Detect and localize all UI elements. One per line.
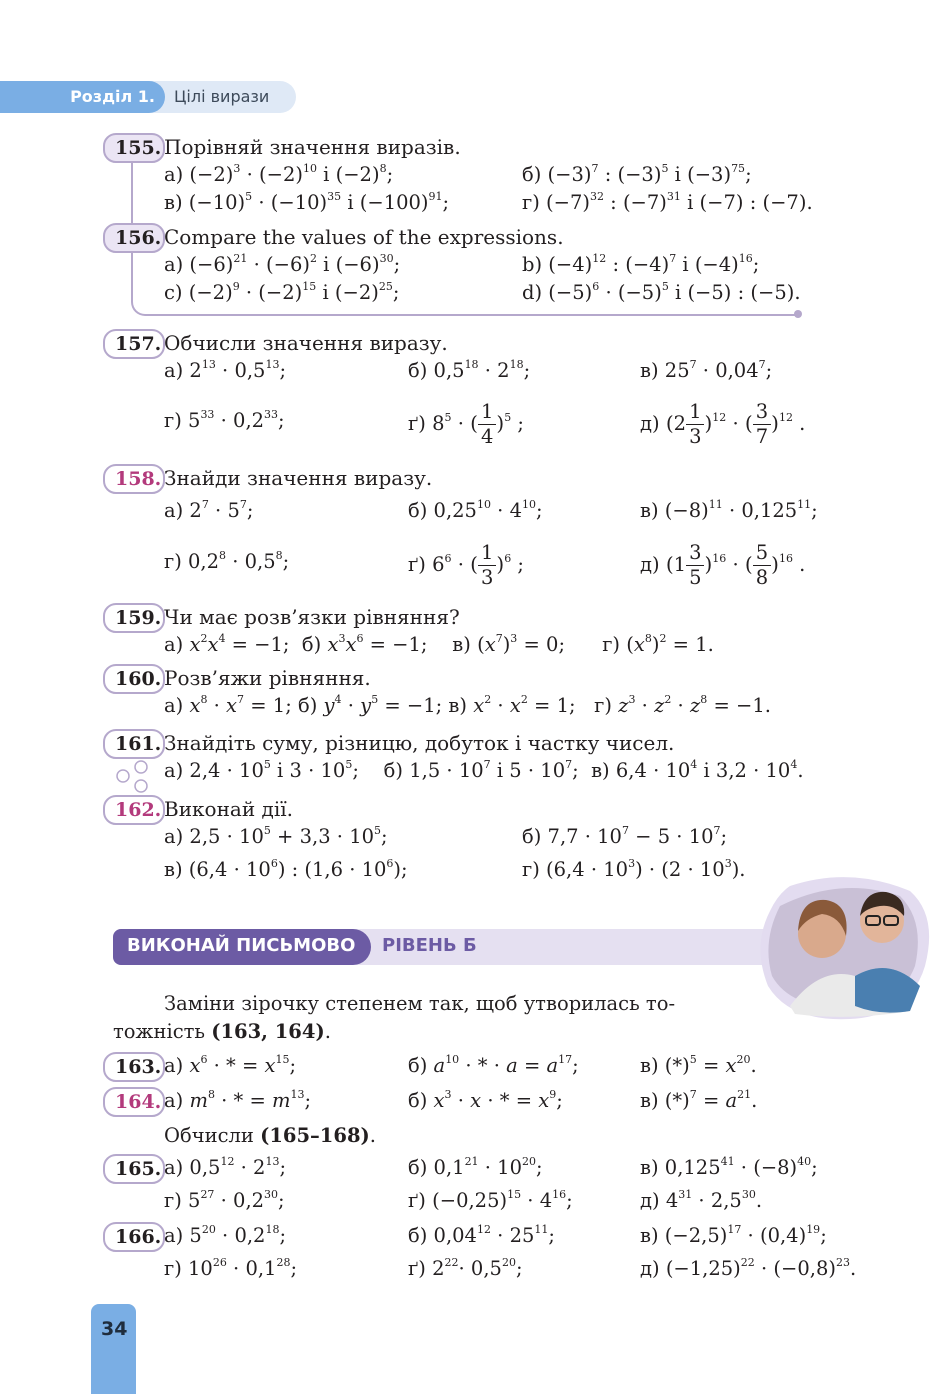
- calc-end: .: [369, 1124, 376, 1147]
- ex166-b: б) $0,04^{12} \cdot 25^{11}$;: [408, 1223, 555, 1247]
- ex163-a: а) $x^6$ · * = $x^{15}$;: [164, 1053, 297, 1077]
- exercise-title-161: Знайдіть суму, різницю, добуток і частку чисел.: [164, 731, 675, 755]
- exercise-number-163: 163.: [103, 1052, 165, 1082]
- exercise-title-160: Розв’яжи рівняння.: [164, 666, 371, 690]
- exercise-number-162: 162.: [103, 795, 165, 825]
- students-photo: [760, 876, 932, 1022]
- ex156-d: d) $(-5)^6 \cdot (-5)^5$ і (−5) : (−5).: [522, 280, 801, 304]
- ex165-d: г) $5^{27} \cdot 0,2^{30}$;: [164, 1188, 285, 1212]
- ex166-a: а) $5^{20} \cdot 0,2^{18}$;: [164, 1223, 287, 1247]
- ex163-b: б) $a^{10}$ · * · $a = a^{17}$;: [408, 1053, 579, 1077]
- ex162-d: г) $(6,4 \cdot 10^3) \cdot (2 \cdot 10^3)$.: [522, 857, 746, 881]
- ex166-d: г) $10^{26} \cdot 0,1^{28}$;: [164, 1256, 298, 1280]
- bracket-dot: [794, 310, 802, 318]
- ex160-items: а) $x^8 \cdot x^7 = 1$; б) $y^4 \cdot y^5 = -1$; в) $x^2 \cdot x^2 = 1$; г) $z^3 \cdot z^2 \cdot z^8 = -1$.: [164, 693, 771, 717]
- exercise-number-164: 164.: [103, 1087, 165, 1117]
- exercise-number-155: 155.: [103, 133, 165, 163]
- ex155-a: а) $(-2)^3 \cdot (-2)^{10}$ і $(-2)^8$;: [164, 162, 394, 186]
- ex156-c: c) $(-2)^9 \cdot (-2)^{15}$ і $(-2)^{25}$;: [164, 280, 400, 304]
- calc-instruction: [164, 1123, 376, 1149]
- ex165-e: ґ) $(-0,25)^{15} \cdot 4^{16}$;: [408, 1188, 573, 1212]
- ex158-d: г) $0,2^8 \cdot 0,5^8$;: [164, 549, 290, 573]
- ex165-f: д) $4^{31} \cdot 2,5^{30}$.: [640, 1188, 763, 1212]
- ex165-b: б) $0,1^{21} \cdot 10^{20}$;: [408, 1155, 543, 1179]
- level-label: РІВЕНЬ Б: [382, 935, 477, 956]
- exercise-number-165: 165.: [103, 1154, 165, 1184]
- ex162-a: а) $2,5 \cdot 10^5 + 3,3 \cdot 10^5$;: [164, 824, 388, 848]
- ex163-c: в) $(*)^5 = x^{20}$.: [640, 1053, 757, 1077]
- ex157-e: ґ) $8^5$ · ( $\frac{1}{4}$ )$^5$ ;: [408, 400, 524, 448]
- calc-text: Обчисли: [164, 1124, 261, 1147]
- exercise-number-166: 166.: [103, 1222, 165, 1252]
- exercise-title-157: Обчисли значення виразу.: [164, 331, 448, 355]
- ex165-c: в) $0,125^{41} \cdot (-8)^{40}$;: [640, 1155, 818, 1179]
- ex158-f: д) (1 $\frac{3}{5}$ )$^{16}$ · ( $\frac{5}{8}$ )$^{16}$ .: [640, 541, 806, 589]
- exercise-title-156: Compare the values of the expressions.: [164, 225, 564, 249]
- intro-line-1: Заміни зірочку степенем так, щоб утворилась то-: [164, 992, 676, 1015]
- page-number-tab: [91, 1304, 136, 1394]
- ex164-a: а) $m^8$ · * = $m^{13}$;: [164, 1088, 312, 1112]
- section-label-box: [0, 81, 165, 113]
- section-label: Розділ 1.: [70, 87, 155, 106]
- exercise-title-158: Знайди значення виразу.: [164, 466, 433, 490]
- ex157-f: д) (2 $\frac{1}{3}$ )$^{12}$ · ( $\frac{3}{7}$ )$^{12}$ .: [640, 400, 806, 448]
- ex155-c: в) $(-10)^5 \cdot (-10)^{35}$ і $(-100)^{91}$;: [164, 190, 450, 214]
- ex158-b: б) $0,25^{10} \cdot 4^{10}$;: [408, 498, 543, 522]
- exercise-title-159: Чи має розв’язки рівняння?: [164, 605, 460, 629]
- ex157-c: в) $25^7 \cdot 0,04^7$;: [640, 358, 773, 382]
- exercise-number-161: 161.: [103, 729, 165, 759]
- page-number: 34: [101, 1318, 128, 1340]
- intro-range: (163, 164): [211, 1020, 325, 1043]
- intro-text: тожність: [113, 1020, 212, 1043]
- ex161-items: а) $2,4 \cdot 10^5$ і $3 \cdot 10^5$; б) $1,5 \cdot 10^7$ і $5 \cdot 10^7$; в) $6,4 \cdot 10^4$ і $3,2 \cdot 10^4$.: [164, 758, 804, 782]
- ex166-c: в) $(-2,5)^{17} \cdot (0,4)^{19}$;: [640, 1223, 827, 1247]
- intro-line-2: [113, 1019, 331, 1045]
- exercise-number-160: 160.: [103, 664, 165, 694]
- ex157-b: б) $0,5^{18} \cdot 2^{18}$;: [408, 358, 531, 382]
- group-work-icon: [114, 758, 150, 794]
- ex156-b: b) $(-4)^{12}$ : $(-4)^7$ і $(-4)^{16}$;: [522, 252, 760, 276]
- ex155-b: б) $(-3)^7$ : $(-3)^5$ і $(-3)^{75}$;: [522, 162, 752, 186]
- exercise-title-155: Порівняй значення виразів.: [164, 135, 461, 159]
- exercise-number-157: 157.: [103, 329, 165, 359]
- exercise-number-158: 158.: [103, 464, 165, 494]
- ex157-a: а) $2^{13} \cdot 0,5^{13}$;: [164, 358, 287, 382]
- ex164-c: в) $(*)^7 = a^{21}$.: [640, 1088, 758, 1112]
- ex158-e: ґ) $6^6$ · ( $\frac{1}{3}$ )$^6$ ;: [408, 541, 524, 589]
- ex165-a: а) $0,5^{12} \cdot 2^{13}$;: [164, 1155, 287, 1179]
- section-title: Цілі вирази: [174, 87, 270, 106]
- intro-end: .: [324, 1020, 331, 1043]
- exercise-title-162: Виконай дії.: [164, 797, 293, 821]
- written-work-label: ВИКОНАЙ ПИСЬМОВО: [127, 935, 356, 956]
- ex155-d: г) $(-7)^{32}$ : $(-7)^{31}$ і (−7) : (−7).: [522, 190, 813, 214]
- ex164-b: б) $x^3 \cdot x$ · * = $x^9$;: [408, 1088, 563, 1112]
- ex158-a: а) $2^7 \cdot 5^7$;: [164, 498, 254, 522]
- ex166-e: ґ) $2^{22}\cdot 0,5^{20}$;: [408, 1256, 523, 1280]
- ex162-c: в) $(6,4 \cdot 10^6)$ : $(1,6 \cdot 10^6)$;: [164, 857, 408, 881]
- ex162-b: б) $7,7 \cdot 10^7 - 5 \cdot 10^7$;: [522, 824, 728, 848]
- exercise-number-159: 159.: [103, 603, 165, 633]
- calc-range: (165–168): [260, 1124, 370, 1147]
- ex157-d: г) $5^{33} \cdot 0,2^{33}$;: [164, 408, 285, 432]
- ex166-f: д) $(-1,25)^{22} \cdot (-0,8)^{23}$.: [640, 1256, 857, 1280]
- written-work-label-box: [113, 929, 371, 965]
- exercise-number-156: 156.: [103, 223, 165, 253]
- ex156-a: a) $(-6)^{21} \cdot (-6)^2$ і $(-6)^{30}$;: [164, 252, 401, 276]
- ex158-c: в) $(-8)^{11} \cdot 0,125^{11}$;: [640, 498, 818, 522]
- section-header: [0, 81, 296, 113]
- ex159-items: а) $x^2x^4 = -1$; б) $x^3x^6 = -1$; в) $(x^7)^3 = 0$; г) $(x^8)^2 = 1$.: [164, 632, 714, 656]
